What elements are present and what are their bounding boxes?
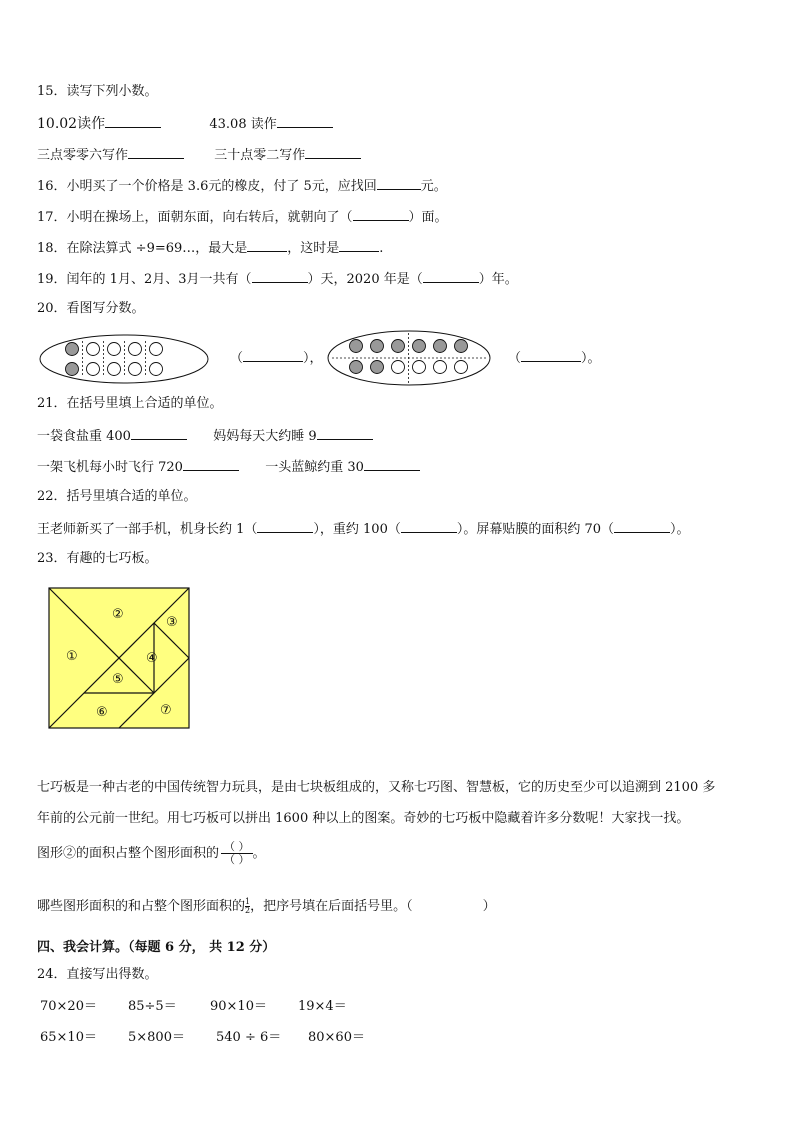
q16-blank[interactable] xyxy=(377,176,421,190)
q19-post: ）年。 xyxy=(478,272,518,287)
q23-frac-num: （ ） xyxy=(221,841,253,854)
q24-item-7: 540 ÷ 6＝ xyxy=(216,1030,282,1045)
q18-blank2[interactable] xyxy=(339,238,379,252)
section-4-title: 四、我会计算。（每题 6 分， 共 12 分） xyxy=(37,940,276,955)
q20-fig1-circle xyxy=(129,343,142,356)
q20-fig2-circle xyxy=(413,361,426,374)
q20-fig1-circle xyxy=(87,343,100,356)
tangram-label-4: ④ xyxy=(146,651,158,666)
q24-item-4: 19×4＝ xyxy=(298,999,347,1014)
q15-d-prefix: 三十点零二写作 xyxy=(214,148,306,163)
q19-pre: 19．闰年的 1月、2月、3月一共有（ xyxy=(37,272,252,287)
q21-c: 一架飞机每小时飞行 720 xyxy=(37,460,183,475)
q23-half-den: 2 xyxy=(245,906,251,915)
q20-figure-2 xyxy=(326,329,492,387)
q20-fig1-shaded-circle xyxy=(66,363,79,376)
q24-item-2: 85÷5＝ xyxy=(128,999,177,1014)
q22-line xyxy=(37,519,690,539)
q15-a-prefix: 10.02读作 xyxy=(37,116,106,132)
q20-fig2-shaded-circle xyxy=(371,361,384,374)
q16-post: 元。 xyxy=(420,179,447,194)
q20-fig1-circle xyxy=(108,363,121,376)
q24-item-3: 90×10＝ xyxy=(210,999,267,1014)
q22-s3: ）。屏幕贴膜的面积约 70（ xyxy=(456,522,615,537)
q23-para-1: 七巧板是一种古老的中国传统智力玩具，是由七块板组成的，又称七巧图、智慧板，它的历史至少可以追溯到 2100 多 xyxy=(37,780,716,795)
q17-post: ）面。 xyxy=(408,210,448,225)
q23-ask-2-pre: 哪些图形面积的和占整个图形面积的 xyxy=(37,899,246,914)
q20-fig1-circle xyxy=(87,363,100,376)
q23-ask-1-text: 图形②的面积占整个图形面积的 xyxy=(37,846,220,861)
q20-fig2-circle xyxy=(434,361,447,374)
q16-line xyxy=(37,176,447,196)
q15-a-blank[interactable] xyxy=(105,114,161,128)
q21-row1 xyxy=(37,426,373,446)
q19-blank1[interactable] xyxy=(252,269,308,283)
q22-s1: 王老师新买了一部手机，机身长约 1（ xyxy=(37,522,258,537)
q23-ask-1 xyxy=(37,841,266,866)
tangram-label-3: ③ xyxy=(166,615,178,630)
q16-pre: 16．小明买了一个价格是 3.6元的橡皮，付了 5元，应找回 xyxy=(37,179,377,194)
q20-blank-1[interactable] xyxy=(243,348,303,362)
q21-a-blank[interactable] xyxy=(131,426,187,440)
q20-fig2-circle xyxy=(392,361,405,374)
q24-title: 24．直接写出得数。 xyxy=(37,967,158,982)
q24-item-1: 70×20＝ xyxy=(40,999,97,1014)
q15-c-blank[interactable] xyxy=(128,145,184,159)
q20-answer-2 xyxy=(508,348,601,368)
q22-s4: ）。 xyxy=(670,522,690,537)
q21-title: 21．在括号里填上合适的单位。 xyxy=(37,396,223,411)
q15-row2 xyxy=(37,145,361,165)
q20-fig1-circle xyxy=(129,363,142,376)
q21-d-blank[interactable] xyxy=(364,457,420,471)
q20-fig1-circle xyxy=(150,343,163,356)
q17-blank[interactable] xyxy=(353,207,409,221)
q22-s2: ），重约 100（ xyxy=(313,522,401,537)
q22-blank-3[interactable] xyxy=(614,519,670,533)
q19-mid: ）天，2020 年是（ xyxy=(307,272,423,287)
q21-b: 妈妈每天大约睡 9 xyxy=(213,429,317,444)
q22-title: 22．括号里填合适的单位。 xyxy=(37,489,197,504)
q17-line xyxy=(37,207,448,227)
q21-d: 一头蓝鲸约重 30 xyxy=(265,460,364,475)
q20-fig2-shaded-circle xyxy=(413,340,426,353)
tangram-label-1: ① xyxy=(66,649,78,664)
q19-line xyxy=(37,269,518,289)
q15-d-blank[interactable] xyxy=(305,145,361,159)
q23-fraction-blank[interactable] xyxy=(221,841,253,866)
q20-paren-close-1: ）， xyxy=(303,351,323,366)
q23-ask-1-end: 。 xyxy=(252,846,266,861)
q20-blank-2[interactable] xyxy=(521,348,581,362)
q15-b-prefix: 43.08 读作 xyxy=(209,117,277,132)
q23-ask-2-close: ） xyxy=(482,899,496,914)
q20-fig2-shaded-circle xyxy=(350,361,363,374)
q24-item-5: 65×10＝ xyxy=(40,1030,97,1045)
q23-ask-2 xyxy=(37,898,496,916)
q23-title: 23．有趣的七巧板。 xyxy=(37,551,158,566)
q20-paren-open-1: （ xyxy=(230,351,244,366)
q23-para-2: 年前的公元前一世纪。用七巧板可以拼出 1600 种以上的图案。奇妙的七巧板中隐藏着许多分数呢！大家找一找。 xyxy=(37,811,690,826)
q22-blank-1[interactable] xyxy=(257,519,313,533)
q18-blank1[interactable] xyxy=(247,238,287,252)
q20-fig2-shaded-circle xyxy=(371,340,384,353)
q20-answer-1 xyxy=(230,348,323,368)
tangram-figure xyxy=(48,587,190,729)
q24-item-6: 5×800＝ xyxy=(128,1030,185,1045)
q24-item-8: 80×60＝ xyxy=(308,1030,365,1045)
q20-figure-1 xyxy=(38,333,210,385)
q18-end: . xyxy=(379,241,384,256)
q23-frac-den: （ ） xyxy=(224,853,250,866)
q18-text1: 18．在除法算式 ÷9=69…，最大是 xyxy=(37,241,248,256)
tangram-label-7: ⑦ xyxy=(160,703,172,718)
q15-title: 15．读写下列小数。 xyxy=(37,84,158,99)
q20-fig2-circle xyxy=(455,361,468,374)
q20-fig2-shaded-circle xyxy=(350,340,363,353)
q20-fig1-circle xyxy=(150,363,163,376)
q22-blank-2[interactable] xyxy=(401,519,457,533)
q21-row2 xyxy=(37,457,420,477)
q20-fig1-shaded-circle xyxy=(66,343,79,356)
tangram-label-5: ⑤ xyxy=(112,672,124,687)
tangram-label-2: ② xyxy=(112,607,124,622)
q21-c-blank[interactable] xyxy=(183,457,239,471)
q20-paren-close-2: ）。 xyxy=(581,351,601,366)
q20-title: 20．看图写分数。 xyxy=(37,301,145,316)
q20-fig2-shaded-circle xyxy=(434,340,447,353)
q23-ask-2-post: ，把序号填在后面括号里。（ xyxy=(250,899,413,914)
q20-paren-open-2: （ xyxy=(508,351,522,366)
q15-row1 xyxy=(37,114,333,134)
q20-fig1-circle xyxy=(108,343,121,356)
q15-b-blank[interactable] xyxy=(277,114,333,128)
q20-fig2-shaded-circle xyxy=(392,340,405,353)
q23-half-num: 1 xyxy=(245,897,251,906)
q19-blank2[interactable] xyxy=(423,269,479,283)
q18-text2: ，这时是 xyxy=(287,241,340,256)
q21-a: 一袋食盐重 400 xyxy=(37,429,131,444)
q21-b-blank[interactable] xyxy=(317,426,373,440)
q17-pre: 17．小明在操场上，面朝东面，向右转后，就朝向了（ xyxy=(37,210,353,225)
q20-fig2-shaded-circle xyxy=(455,340,468,353)
q15-c-prefix: 三点零零六写作 xyxy=(37,148,129,163)
tangram-label-6: ⑥ xyxy=(96,705,108,720)
q18-line xyxy=(37,238,383,258)
